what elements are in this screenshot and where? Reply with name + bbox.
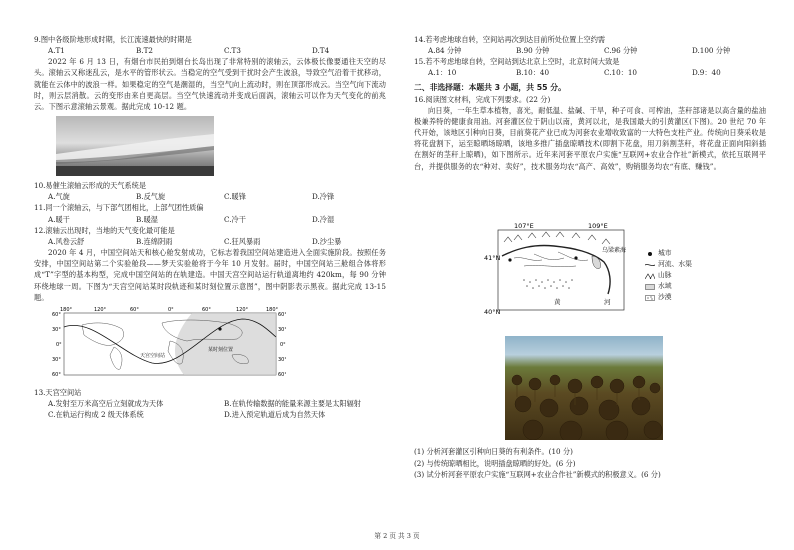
q14-option-b[interactable]: B.90 分钟 [516, 46, 550, 56]
lat-label-right: 0° [280, 341, 286, 348]
q16-subquestion-1: (1) 分析河套灌区引种向日葵的有利条件。(10 分) [414, 447, 573, 456]
lat-label: 30° [52, 326, 61, 333]
lat-label-40: 40°N [484, 308, 501, 316]
q9-option-d[interactable]: D.T4 [312, 46, 330, 56]
passage-sunflower: 向日葵，一年生草本植物，喜光，耐低温、盐碱、干旱，种子可食、可榨油，茎秆部诸是以高含量的盐油极兼养特的健康食用油。河套灌区位于阴山以南，黄河以北，是我国最大的引黄灌区(下图)。20 世纪 70 年代开始，该地区引种向日葵，目前葵花产业已成为河套农业增收致富的一大特色支柱产业。传统向日葵采收是将花盘割下，运至晾晒场晾晒，该地多推广插盘晾晒技术(即割下花盘，用刀斜割茎秆，将花盘正面向阳斜插在割好的茎秆上晾晒)，如下图所示。近年来河套平原农户实施“互联网+农业合作社”新模式，依托互联网平台，并提供服务的农“种对、卖好”，技术服务均农“高产、高效”，购销服务均农“有底、赚钱”。 [414, 105, 766, 171]
lon-label: 0° [168, 306, 174, 313]
q10-option-a[interactable]: A.气旋 [48, 192, 70, 202]
q10-stem: 10.易催生滚轴云形成的天气系统是 [34, 181, 147, 191]
q15-stem: 15.若不考虑地球自转，空间站到达北京上空时，北京时间大致是 [414, 57, 620, 67]
lat-label: 0° [56, 341, 62, 348]
q12-option-a[interactable]: A.风卷云舒 [48, 236, 85, 246]
q9-option-c[interactable]: C.T3 [224, 46, 241, 56]
lon-label-107: 107°E [514, 222, 534, 230]
space-station-orbit-map [52, 307, 286, 383]
q11-option-c[interactable]: C.冷干 [224, 214, 246, 224]
river-label-a: 黄 [554, 298, 561, 306]
legend-item-city: 城市 [645, 248, 692, 259]
roll-cloud-photo [56, 116, 214, 176]
section-heading: 二、非选择题：本题共 3 小题，共 55 分。 [414, 82, 566, 92]
lon-label: 120° [236, 306, 249, 313]
q14-option-d[interactable]: D.100 分钟 [692, 46, 731, 56]
q9-stem: 9.图中各级阶地形成时期，长江流速最快的时期是 [34, 35, 192, 44]
legend-item-river: 河流、水渠 [645, 259, 692, 270]
q16-stem: 16.阅读图文材料，完成下列要求。(22 分) [414, 94, 551, 104]
lon-label: 180° [266, 306, 279, 313]
left-column [34, 34, 386, 420]
q13-option-b[interactable]: B.在轨传输数据的能量来源主要是太阳辐射 [224, 398, 361, 408]
q12-option-d[interactable]: D.沙尘暴 [312, 236, 342, 246]
river-label-b: 河 [604, 298, 611, 306]
right-column [414, 34, 766, 172]
q11-options [34, 214, 386, 225]
lat-label-41: 41°N [484, 254, 501, 262]
q14-stem: 14.若考虑地球自转，空间站再次到达目前所处位置上空约需 [414, 35, 606, 44]
q13-option-c[interactable]: C.在轨运行构成 2 级天体系统 [48, 410, 144, 420]
q16-subquestions [414, 446, 766, 481]
lon-label: 180° [60, 306, 73, 313]
q13-options [34, 398, 386, 420]
q11-option-b[interactable]: B.暖湿 [136, 214, 158, 224]
q12-option-c[interactable]: C.狂风暴雨 [224, 236, 261, 246]
lat-label-right: 60° [278, 311, 286, 318]
q15-options [414, 67, 766, 78]
legend-item-desert: 沙漠 [645, 292, 692, 303]
hetao-irrigation-map [484, 222, 636, 318]
q16-subquestion-2: (2) 与传统晾晒相比，说明插盘晾晒的好处。(6 分) [414, 458, 576, 468]
q12-stem: 12.滚轴云出现时，当地的天气变化最可能是 [34, 225, 175, 235]
q10-option-b[interactable]: B.反气旋 [136, 192, 166, 202]
page-footer: 第 2 页 共 3 页 [374, 532, 420, 540]
q15-option-a[interactable]: A.1：10 [428, 68, 457, 78]
position-label: 某时刻位置 [208, 346, 234, 353]
q9-option-a[interactable]: A.T1 [48, 46, 65, 56]
q15-option-c[interactable]: C.10：10 [604, 68, 638, 78]
passage-roll-cloud: 2022 年 6 月 13 日，有烟台市民拍到烟台长岛出现了非常特别的滚轴云，云体极长像要通往天空的尽头。滚轴云又称迷乱云，是水平的管形状云。当稳定的空气受到干扰时会产生波浪，导致空气沿着干扰移动，就能在云体中的波浪一样。如果稳定的空气是潮湿的，当空气向上流动时，则在顶部形成云。当空气向下流动时，则云层消散。云的变形由来自更高层。当空气快速流动并变成后面涡，滚轴云可以作为天气变化的前兆云。下图示意滚轴云景观。据此完成 10-12 题。 [34, 57, 386, 111]
q12-options [34, 236, 386, 247]
map-legend [645, 248, 692, 303]
q11-stem: 11.同一个滚轴云，与下部气团相比，上部气团性质偏 [34, 203, 204, 213]
lon-label: 60° [202, 306, 211, 313]
lon-label-109: 109°E [588, 222, 608, 230]
q11-option-d[interactable]: D.冷湿 [312, 214, 335, 224]
q15-option-b[interactable]: B.10：40 [516, 68, 550, 78]
q16-subquestion-3: (3) 试分析河套平原农户实施“互联网+农业合作社”新模式的积极意义。(6 分) [414, 470, 661, 480]
station-label: 天宫空间站 [140, 352, 166, 359]
q10-option-c[interactable]: C.暖锋 [224, 192, 246, 202]
lon-label: 120° [94, 306, 107, 313]
q14-options [414, 45, 766, 56]
legend-item-mountain: 山脉 [645, 270, 692, 281]
legend-item-water: 水域 [645, 281, 692, 292]
lat-label-right: 30° [278, 356, 286, 363]
q14-option-a[interactable]: A.84 分钟 [428, 46, 462, 56]
lake-label: 乌梁素海 [602, 247, 627, 254]
q10-option-d[interactable]: D.冷锋 [312, 192, 335, 202]
lat-label: 60° [52, 371, 61, 378]
lat-label-right: 60° [278, 371, 286, 378]
lat-label: 30° [52, 356, 61, 363]
lon-label: 60° [130, 306, 139, 313]
q15-option-d[interactable]: D.9：40 [692, 68, 721, 78]
passage-space-station: 2020 年 4 月，中国空间站天和核心舱发射成功，它标志着我国空间站建造进入全面实施阶段。按照任务安排，中国空间站第二个实验舱段——梦天实验舱将于今年 10 月发射。届时，中国空间站三舱组合体将形成“T”字型的基本构型，完成中国空间站的在轨建造。中国天宫空间站运行轨道离地约 420km，每 90 分钟环绕地球一周。下图为“天宫空间站某时段轨迹和某时刻位置示意图”，图中阴影表示黑夜。据此完成 13-15 题。 [34, 248, 386, 302]
q9-option-b[interactable]: B.T2 [136, 46, 153, 56]
sunflower-drying-photo [505, 336, 663, 440]
q13-option-d[interactable]: D.进入预定轨道后成为自然天体 [224, 410, 326, 420]
q13-option-a[interactable]: A.发射至万米高空后立刻就成为天体 [48, 398, 164, 408]
q14-option-c[interactable]: C.96 分钟 [604, 46, 638, 56]
q10-options [34, 191, 386, 202]
q12-option-b[interactable]: B.连绵阴雨 [136, 236, 173, 246]
q11-option-a[interactable]: A.暖干 [48, 214, 70, 224]
lat-label: 60° [52, 311, 61, 318]
q9-options [34, 45, 386, 56]
lat-label-right: 30° [278, 326, 286, 333]
q13-stem: 13.天宫空间站 [34, 387, 82, 397]
